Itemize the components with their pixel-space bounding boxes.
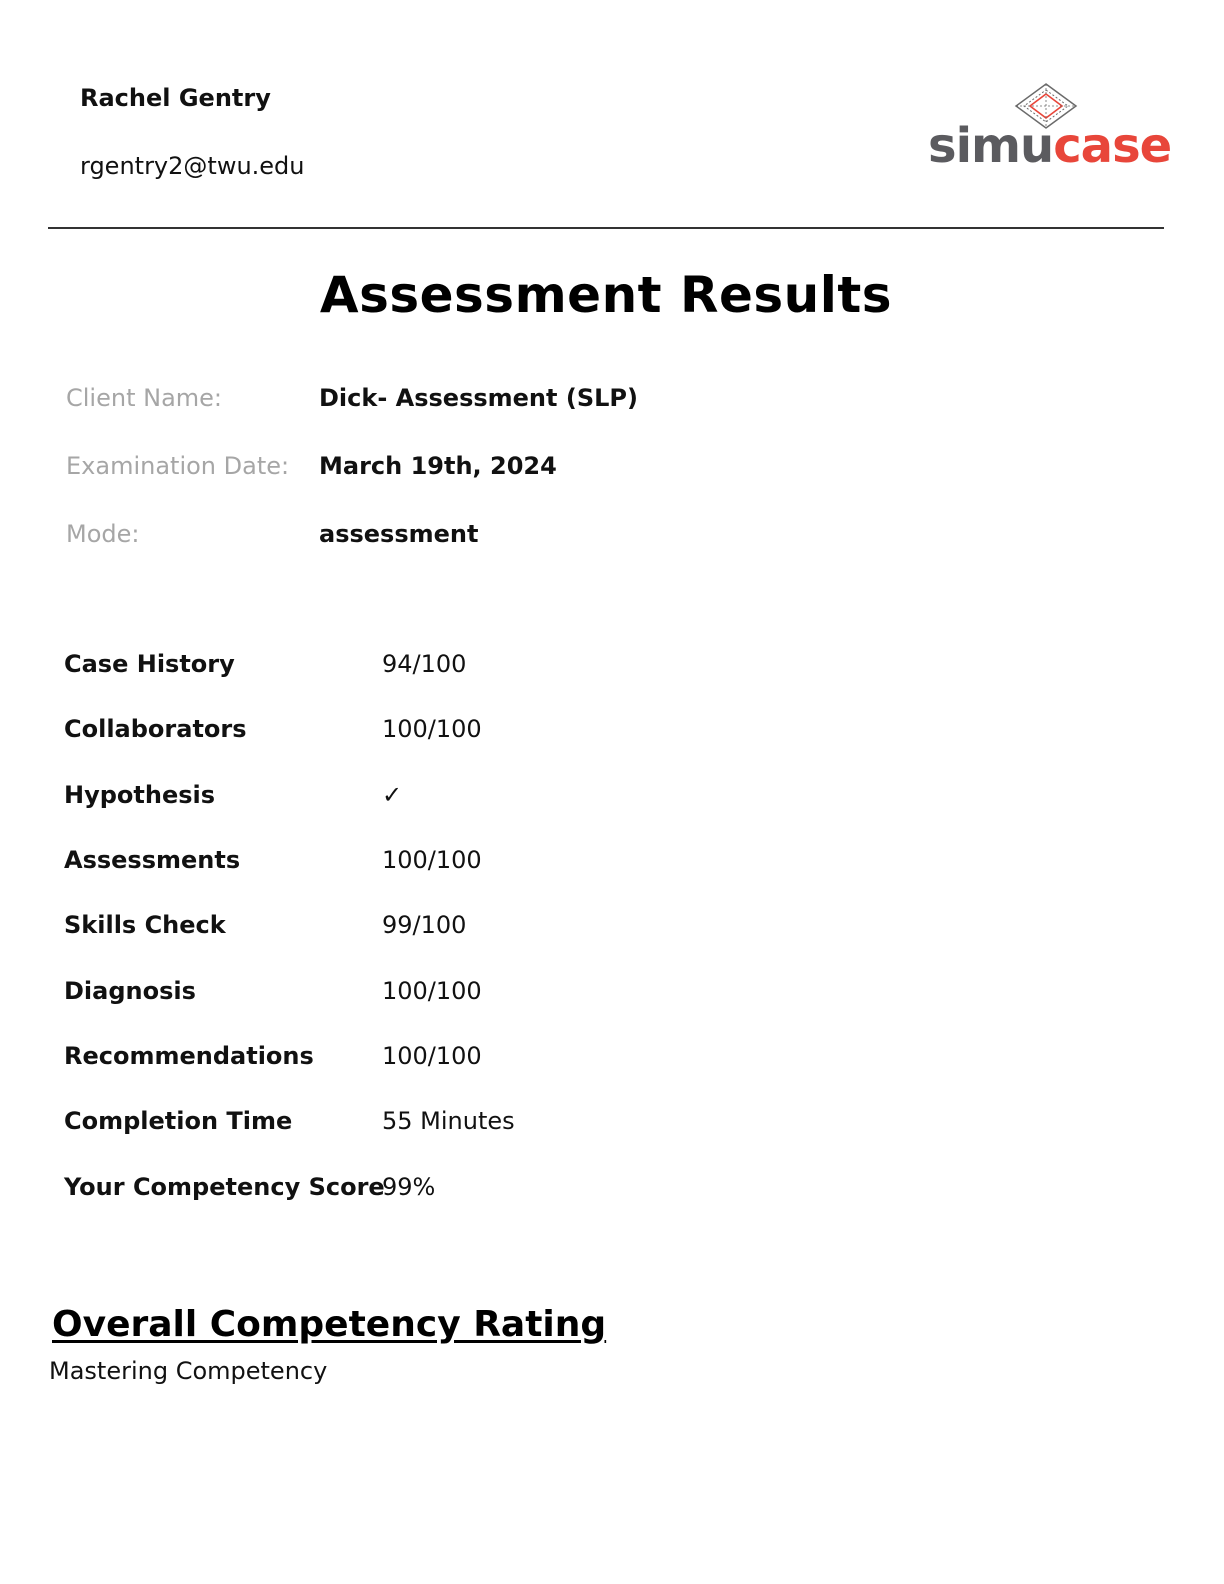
info-label: Examination Date: [66,452,290,480]
page-title: Assessment Results [319,266,893,324]
score-value: 94/100 [382,650,467,678]
score-value: 99% [382,1173,436,1201]
score-label: Completion Time [64,1107,293,1135]
score-label: Skills Check [64,911,226,939]
score-value: 99/100 [382,911,467,939]
overall-rating-value: Mastering Competency [49,1357,328,1385]
header-divider [48,227,1164,229]
info-label: Client Name: [66,384,222,412]
score-value: 55 Minutes [382,1107,515,1135]
checkmark-icon: ✓ [382,781,403,809]
info-label: Mode: [66,520,140,548]
logo-text-part-b: case [1053,118,1172,174]
logo-text-part-a: simu [928,118,1054,174]
info-value: March 19th, 2024 [319,452,557,480]
score-label: Case History [64,650,235,678]
score-label: Hypothesis [64,781,216,809]
info-value: assessment [319,520,479,548]
info-value: Dick- Assessment (SLP) [319,384,638,412]
score-value: 100/100 [382,1042,482,1070]
score-value: 100/100 [382,846,482,874]
user-email: rgentry2@twu.edu [80,152,305,180]
user-name: Rachel Gentry [80,84,271,112]
score-value: 100/100 [382,715,482,743]
score-label: Diagnosis [64,977,196,1005]
score-value: 100/100 [382,977,482,1005]
score-label: Assessments [64,846,241,874]
score-label: Recommendations [64,1042,314,1070]
logo-wordmark [928,118,1172,174]
score-label: Collaborators [64,715,247,743]
simucase-logo [928,82,1172,182]
score-label: Your Competency Score [64,1173,385,1201]
overall-rating-title: Overall Competency Rating [52,1304,607,1345]
